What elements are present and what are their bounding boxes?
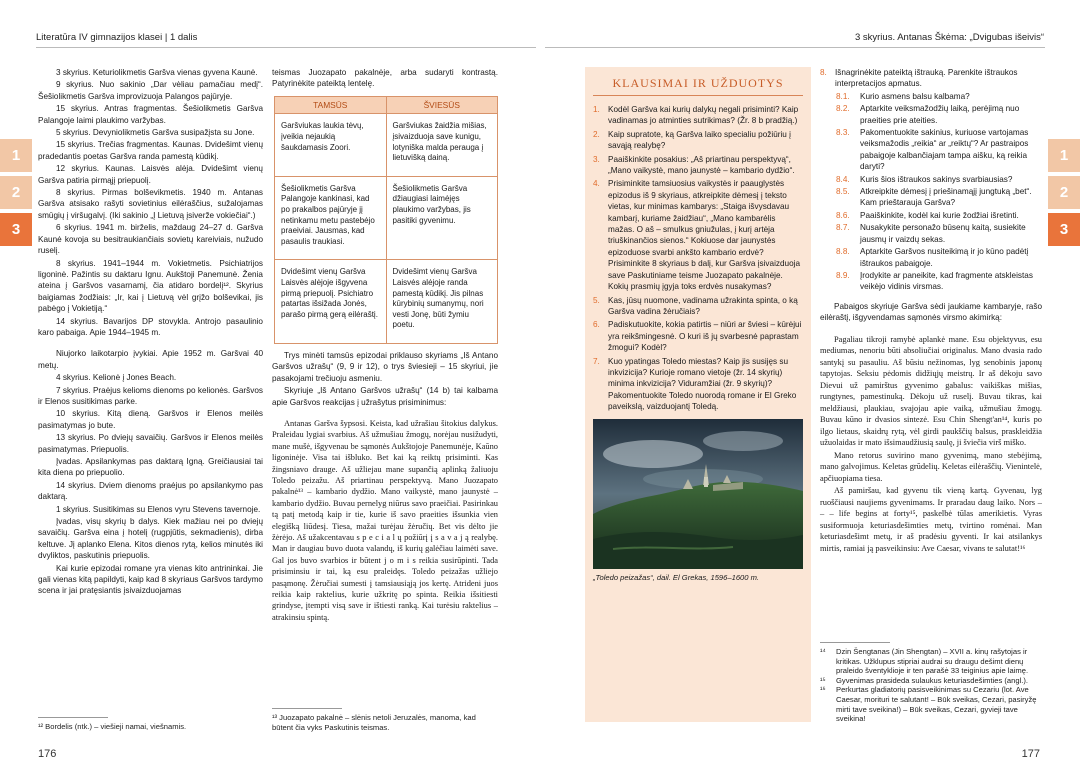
sub-question: 8.2. Aptarkite veiksmažodžių laiką, perėjimą nuo praeities prie ateities. (836, 104, 1020, 125)
chapter-tab-1[interactable]: 1 (1048, 139, 1080, 172)
chapter-tab-1[interactable]: 1 (0, 139, 32, 172)
footnote: ¹² Bordelis (ntk.) – viešieji namai, viešnamis. (38, 722, 187, 731)
paragraph: 5 skyrius. Devyniolikmetis Garšva susipažįsta su Jone. (56, 128, 255, 138)
quote-passage: Mano retorus suvirino mano gyvenimą, mano stebėjimą, mano galvojimus. Keletas grūdelių. Keletas eilėraščių. Vienintelė, apčiuopiama tiesa. (820, 450, 1042, 483)
question-item: 7. Kuo ypatingas Toledo miestas? Kaip jis susijęs su inkvizicija? Kurioje romano vietoje (žr. 14 skyrių) minima inkvizicija? Viduramžiai (žr. 9 skyrių)? Pakomentuokite Toledo nuorodą romane ir El Greko paveikslą, vaizduojantį Toledą. (593, 356, 797, 412)
sub-question: 8.8. Aptarkite Garšvos nusiteikimą ir jo kūno padėtį ištraukos pabaigoje. (836, 247, 1029, 268)
paragraph: Įvadas, visų skyrių b dalys. Kiek mažiau nei po dviejų savaičių. Garšva eina į hotelį (rugpjūtis, sekmadienis), dirba keltuve. Jį aplanko Elena. Kitos dienos rytą, kelios minutės iki dvyliktos, paskutinis priepuolis. (38, 517, 263, 561)
painting-caption: „Toledo peizažas“, dail. El Grekas, 1596–1600 m. (593, 572, 760, 582)
paragraph: 15 skyrius. Trečias fragmentas. Kaunas. Dvidešimt vienų pradedantis poetas Garšva randa pamestą kūdikį. (38, 140, 263, 161)
right-page-column (820, 67, 1042, 555)
question-item: 4. Prisiminkite tamsiuosius vaikystės ir paauglystės epizodus iš 9 skyriaus, atkreipkite dėmesį į teksto vietas, kur minimas kambarys: „Staiga išvysdavau kambarį, kuriame žaidžiau“, „Mano kambarėlis mažas. O aš – smulkus gniužulas, į kurį artėja triuškinančios sienos.“ Kokiuose dar jaunystės epizoduose svarbi ankšto kambario erdvė? Prisiminkite 8 skyriaus b dalį, kur Garšva įsivaizduoja save Paskutiniame teisme Juozapato pakalnėje. Kokių prasmių įgyja toks erdvės nusakymas? (593, 179, 801, 292)
footnote-rule (38, 717, 108, 718)
left-page-column-1 (38, 67, 263, 598)
paragraph: 8 skyrius. 1941–1944 m. Vokietmetis. Psichiatrijos ligoninė. Pažintis su daktaru Ignu. Aukštoji Panemunė. Ženia ateina į Garšvos vasarnamį, čia atidaro bordelį¹². Skyrius baigiamas žodžiais: „Ir, kai į Lietuvą vėl grįžo bolševikai, jis pabėgo į Vokietiją.“ (38, 258, 263, 314)
question-item: 8. Išnagrinėkite pateiktą ištrauką. Parenkite ištraukos interpretacijos apmatus. (820, 68, 1018, 89)
header-rule-left (36, 47, 536, 48)
header-right: 3 skyrius. Antanas Škėma: „Dvigubas išeivis“ (854, 32, 1044, 43)
toledo-painting (593, 419, 803, 569)
sub-question: 8.3. Pakomentuokite sakinius, kuriuose vartojamas veiksmažodis „reikia“ ar „reiktų“? Ar pastraipos pabaigoje kalbančiajam tampa aišku, ką reikia daryti? (836, 128, 1029, 172)
chapter-tab-3[interactable]: 3 (1048, 213, 1080, 246)
paragraph: 1 skyrius. Susitikimas su Elenos vyru Stevens tavernoje. (56, 504, 261, 514)
question-item: 5. Kas, jūsų nuomone, vadinama užrakinta spinta, o ką Garšva vadina žėručiais? (593, 295, 798, 316)
question-item: 1. Kodėl Garšva kai kurių dalykų negali prisiminti? Kaip vadinamas jo atminties sutrikimas? (Žr. 8 b pradžią.) (593, 105, 799, 126)
contrast-table (274, 96, 498, 344)
table-cell: Dvidešimt vienų Garšva Laisvės alėjoje išgyvena pirmą priepuolį. Psichiatro patartas išsižada Jonės, parašo pirmą gerą eilėraštį. (275, 260, 387, 344)
left-page-column-2 (272, 67, 498, 624)
paragraph: 14 skyrius. Bavarijos DP stovykla. Antrojo pasaulinio karo pabaiga. Apie 1944–1945 m. (38, 316, 263, 337)
table-header-light: ŠVIESŪS (386, 96, 498, 114)
paragraph: 12 skyrius. Kaunas. Laisvės alėja. Dvidešimt vienų Garšva patiria pirmąjį priepuolį. (38, 164, 263, 185)
table-cell: Dvidešimt vienų Garšva Laisvės alėjoje randa pamestą kūdikį. Jis pilnas kūrybinių sumanymų, nori vesti Jonę, būti žymiu poetu. (386, 260, 498, 344)
paragraph: 15 skyrius. Antras fragmentas. Šešiolikmetis Garšva Palangoje laimi plaukimo varžybas. (38, 104, 263, 125)
page-number-left: 176 (38, 748, 57, 760)
sub-question: 8.5. Atkreipkite dėmesį į priešinamąjį jungtuką „bet“. Kam prieštarauja Garšva? (836, 187, 1032, 208)
quote-passage: Pagaliau tikroji ramybė aplankė mane. Esu objektyvus, esu mediumas, nenoriu būti absoliučiai originalus. Mano dvasia rado santykį su pasauliu. Aš būsiu nežinomas, lyg senobinis japonų tapytojas. Seksiu pėdomis didžiųjų meistrų. Ir aš dėkoju savo Dievui už pamirštus gyvenimo gabalus: vaikiškas mišias, rungtynes, pamestinuką. Dėkoju už ruselį. Buvau tikras, kai meldžiausi, plaukiau, svajojau apie vaiką, užmušiau žmogų. Buvau kūno ir dvasios sintezė. Esu Chin Shengt'an¹⁴, kuris po ilgo lietaus, skaidrų rytą, vėl girdi paukščių balsus, praskleidžia užuolaidas ir mato išsimaudžiusią saulę, ji šviečia virš miško. (820, 334, 1042, 448)
footnote-rule (820, 642, 890, 643)
sub-question: 8.4. Kuris šios ištraukos sakinys svarbiausias? (836, 174, 1013, 184)
quote-passage: Aš pamiršau, kad gyvenu tik vieną kartą. Gyvenau, lyg ruoščiausi naujiems gyvenimams. Ir praradau daug laiko. Nors – – – life begins at forty¹⁵, paskelbė tūlas amerikietis. Vyras susiformuoja keturiasdešimties metų, tvirtino romėnai. Man keturiasdešimt metų, ir aš pradėsiu gyventi. Ir kai atsilankys mirtis, ramiai ją pasveikinsiu: Ave Caesar, vivans te salutat!¹⁶ (820, 486, 1042, 553)
chapter-tab-3[interactable]: 3 (0, 213, 32, 246)
chapter-tab-2[interactable]: 2 (0, 176, 32, 209)
header-left: Literatūra IV gimnazijos klasei | 1 dalis (36, 32, 198, 43)
question-item: 2. Kaip supratote, ką Garšva laiko specialiu požiūriu į savąją realybę? (593, 129, 791, 151)
chapter-tabs-left (0, 139, 32, 250)
questions-title: KLAUSIMAI IR UŽDUOTYS (612, 76, 784, 90)
paragraph: 3 skyrius. Keturiolikmetis Garšva vienas gyvena Kaunė. (56, 68, 258, 77)
table-row (275, 114, 498, 176)
paragraph: 4 skyrius. Kelionė į Jones Beach. (56, 373, 177, 383)
paragraph: 9 skyrius. Nuo sakinio „Dar vėliau pamačiau medį“. Šešiolikmetis Garšva improvizuoja Palangos pajūryje. (38, 80, 263, 101)
table-header-dark: TAMSŪS (275, 96, 387, 114)
divider (593, 95, 803, 96)
footnote: ¹⁴ Dzin Šengtanas (Jin Shengtan) – XVII a. kinų rašytojas ir kritikas. Užklupus stipriai audrai su draugu dešimt dienų praleido šventyklioje ir ten parašė 33 teiginius apie laimę. (820, 647, 1029, 676)
paragraph: teismas Juozapato pakalnėje, arba sudaryti kontrastą. Patyrinėkite pateiktą lentelę. (272, 68, 498, 89)
sub-question: 8.9. Įrodykite ar paneikite, kad fragmente atskleistas veikėjo vidinis virsmas. (836, 270, 1033, 292)
table-cell: Garšviukas laukia tėvų, įveikia nejaukią šaukdamasis Zoori. (275, 114, 387, 176)
footnote: ¹³ Juozapato pakalnė – slėnis netoli Jeruzalės, manoma, kad būtent čia vyks Paskutinis teismas. (272, 713, 476, 732)
sub-question: 8.7. Nusakykite personažo būsenų kaitą, susiekite jausmų ir vaizdų sekas. (836, 223, 1026, 244)
footnote: ¹⁶ Perkurtas gladiatorių pasisveikinimas su Cezariu (lot. Ave Caesar, morituri te salutant! – Būk sveikas, Cezari, pasiryžę mirti tave sveikina!) – Būk sveikas, Cezari, gyvieji tave sveikina! (820, 685, 1037, 724)
paragraph: Kai kurie epizodai romane yra vienas kito antrininkai. Jie gali vienas kitą papildyti, kaip kad 8 skyriaus Garšvos tardymo scena ir jai pratęsiantis įsivaizduojamas (38, 563, 263, 596)
footnotes (820, 647, 1042, 724)
paragraph: 14 skyrius. Dviem dienoms praėjus po apsilankymo pas daktarą. (38, 480, 263, 502)
sub-question: 8.6. Paaiškinkite, kodėl kai kurie žodžiai išretinti. (836, 210, 1019, 220)
question-item: 3. Paaiškinkite posakius: „Aš priartinau perspektyvą“, „Mano vaikystė, mano jaunystė – kambario dydžio“. (593, 154, 795, 176)
paragraph: Įvadas. Apsilankymas pas daktarą Igną. Greičiausiai tai kita diena po priepuolio. (38, 457, 263, 478)
footnote: ¹⁵ Gyvenimas prasideda sulaukus keturiasdešimties (angl.). (820, 675, 1029, 685)
chapter-tab-2[interactable]: 2 (1048, 176, 1080, 209)
table-cell: Šešiolikmetis Garšva Palangoje kankinasi, kad po prakalbos pajūryje jį netinkamu metu pastebėjo praeiviai. Jausmas, kad pasaulis traukiasi. (275, 176, 387, 260)
paragraph: Trys minėti tamsūs epizodai priklauso skyriams „Iš Antano Garšvos užrašų“ (9, 9 ir 12), o trys šviesieji – 15 skyriui, jie pasakojami trečiuoju asmeniu. (272, 350, 498, 383)
question-item: 6. Padiskutuokite, kokia patirtis – niūri ar šviesi – kūrėjui yra reikšmingesnė. O kuri iš jų svarbesnė paprastam žmogui? Kodėl? (593, 320, 802, 353)
paragraph: 7 skyrius. Praėjus kelioms dienoms po kelionės. Garšvos ir Elenos susitikimas parke. (38, 385, 263, 406)
table-cell: Garšviukas žaidžia mišias, įsivaizduoja save kunigu, lotyniška malda perauga į lietuvišką dainą. (386, 114, 498, 176)
header-rule-right (545, 47, 1045, 48)
paragraph: 6 skyrius. 1941 m. birželis, maždaug 24–27 d. Garšva Kaunė kovoja su besitraukiančiais sovietų kareiviais, nužudo ruselį. (38, 223, 263, 256)
table-row (275, 260, 498, 344)
questions-box (585, 67, 811, 722)
footnote-rule (272, 708, 342, 709)
paragraph: Skyriuje „Iš Antano Garšvos užrašų“ (14 b) tai kalbama apie Garšvos reakcijas į užrašytus prisiminimus: (272, 386, 498, 407)
paragraph: 10 skyrius. Kitą dieną. Garšvos ir Elenos meilės pasimatymas jo bute. (38, 409, 263, 430)
sub-question: 8.1. Kurio asmens balsu kalbama? (836, 91, 970, 101)
paragraph: 13 skyrius. Po dviejų savaičių. Garšvos ir Elenos meilės pasimatymas. Priepuolis. (38, 433, 263, 454)
paragraph: Pabaigos skyriuje Garšva sėdi jaukiame kambaryje, rašo eilėraštį, išgyvendamas sąmonės virsmo akimirką: (820, 301, 1042, 323)
paragraph: 8 skyrius. Pirmas bolševikmetis. 1940 m. Antanas Garšva atsisako rašyti sovietinius eilėraščius, sužalojamas smūgių į viršugalvį. (Iki sakinio „Į Lietuvą įsiverže vokiečiai“.) (38, 188, 263, 220)
quote-passage: Antanas Garšva šypsosi. Keista, kad užrašiau šitokius dalykus. Praleidau lygiai svarbius. Aš užmušiau žmogų, norėjau nusižudyti, mane mušė, išgyvenau be sąmonės Aukštojoje Panemunėje, Kaūno ligoninėje. Visa tai išbluko. Bet kai ką reiktų prisiminti. Kas žingsniavo drauge. Aš užliejau mane supančią aplinką žaliuoju Toledo peizažu. Aš priartinau perspektyvą. Mano Juozapato pakalnė¹³ – kambario dydžio. Mano vaikystė, mano jaunystė – kambario dydžio. Buvau pernelyg niūrus savo praeičiai. Pasirinkau tą patį metodą kaip ir tie, kurie iš savo praeities išsunkia vien elegišką liūdesį. Tiesa, mažai turėjau žėručių. Bet vis dėlto jie žėrėjo. Aš užakcentavau s p e c i a l ų požiūrį į s a v a j ą realybę. Man ir daugiau buvo duota valandų, iš kurių galėčiau laimėti save. Gal jos buvo svarbios ir būtent j o m i s reikia susirūpinti. Tada prisiminsiu ir tai, ką esu praleidęs. Toledo peizažas užliejo pasąmonę. Žėručiai sumesti į tamsiausiąją jos kertę. Atrideni juos reikia kaip raktelius, kurie užkritę po spinta. Reikia išsitiesti grindyse, įtempti visą save ir ištiesti ranką. Kai turėsiu raktelius – atrakinsiu spintą. (272, 418, 498, 622)
table-row (275, 176, 498, 260)
page-number-right: 177 (1021, 748, 1040, 760)
paragraph: Niujorko laikotarpio įvykiai. Apie 1952 m. Garšvai 40 metų. (38, 349, 263, 370)
chapter-tabs-right (1048, 139, 1080, 250)
table-cell: Šešiolikmetis Garšva džiaugiasi laimėjęs plaukimo varžybas, jis pasitiki gyvenimu. (386, 176, 498, 260)
